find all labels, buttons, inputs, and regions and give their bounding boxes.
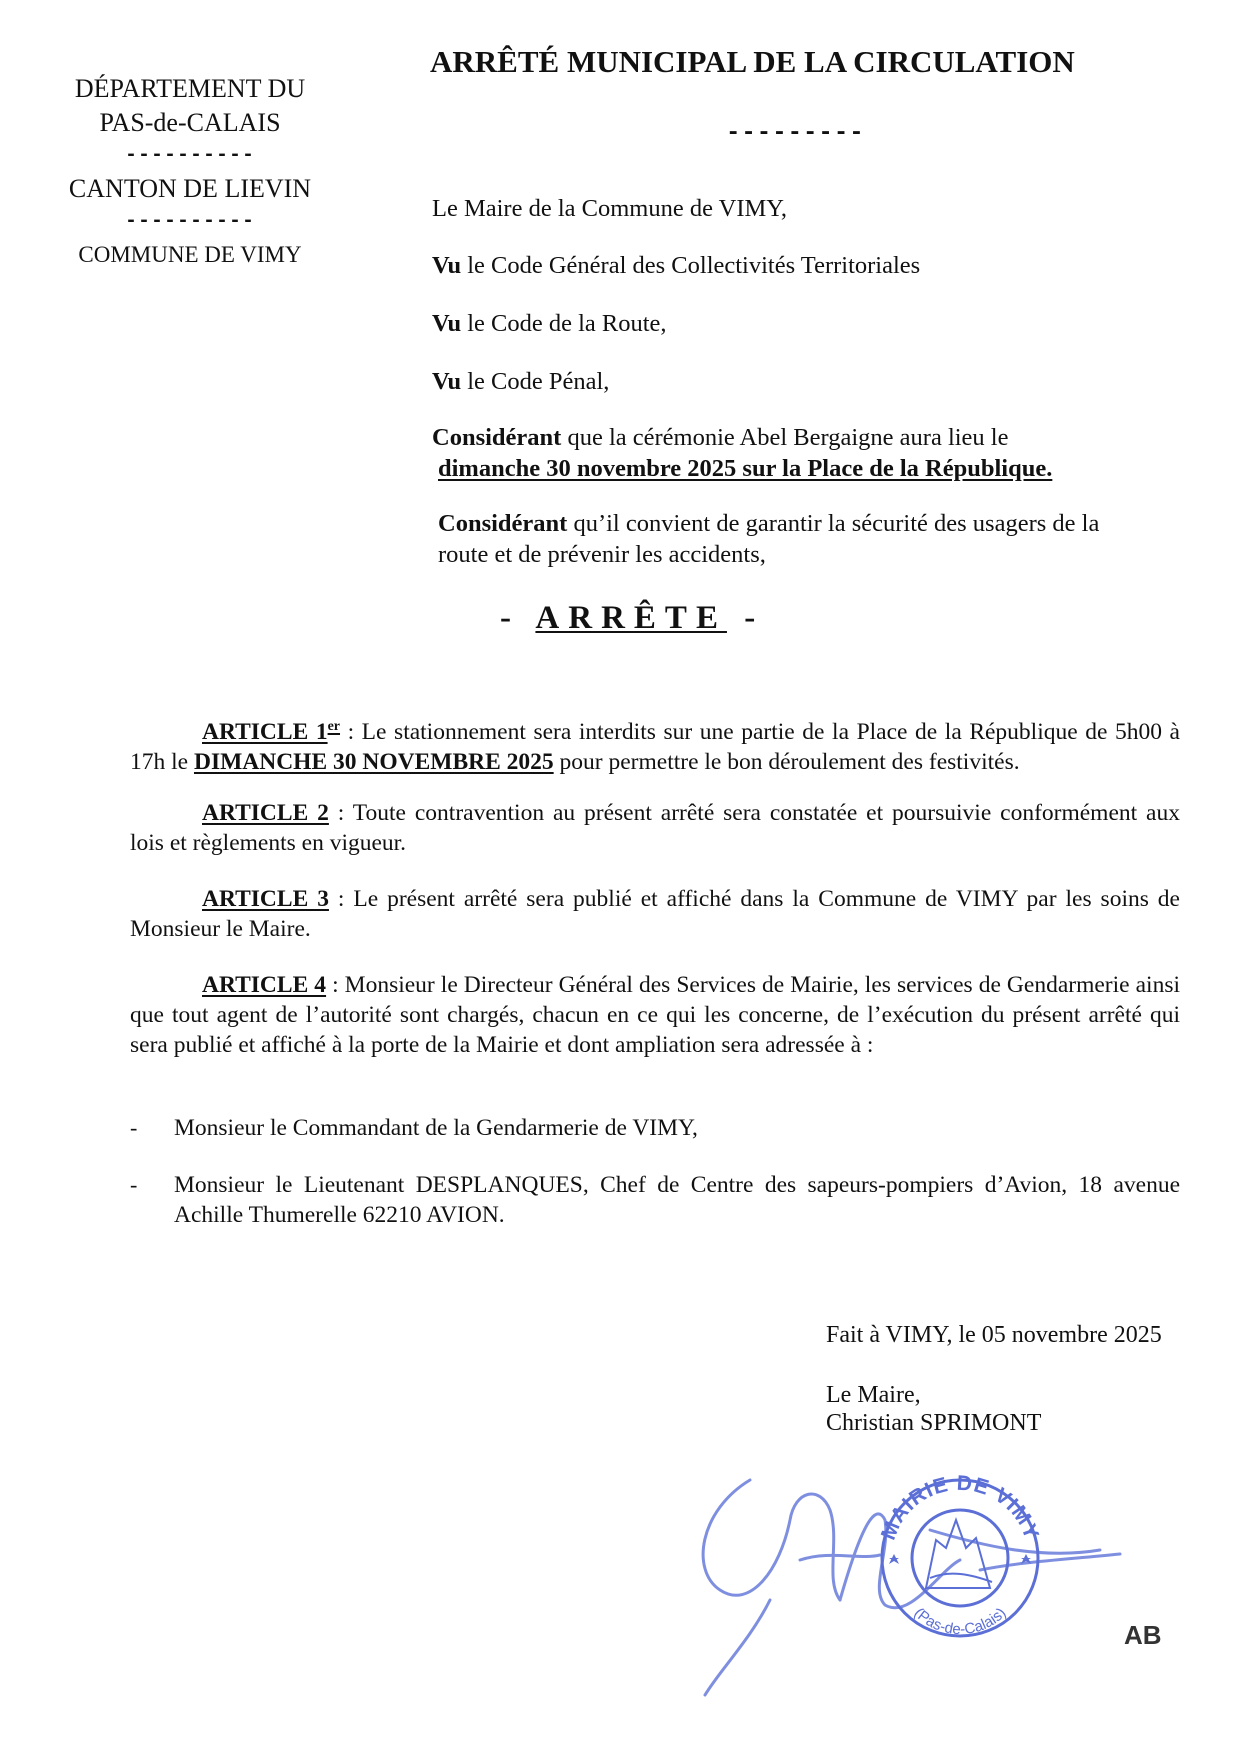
article-2 [130, 798, 1180, 858]
signature-and-stamp [680, 1450, 1160, 1710]
article-text: : Monsieur le Directeur Général des Services de Mairie, les services de Gendarmerie ainsi que tout agent de l’autorité sont chargés, chacun en ce qui les concerne, de l’exécution du présent arrêté qui sera publié et affiché à la porte de la Mairie et dont ampliation sera adressée à : [130, 972, 1180, 1058]
article-emph: DIMANCHE 30 NOVEMBRE 2025 [193, 748, 554, 775]
stamp-bottom-text [911, 1605, 1010, 1639]
place-date: Fait à VIMY, le 05 novembre 2025 [826, 1322, 1162, 1348]
vu-line-3 [432, 366, 609, 397]
title-separator: --------- [726, 120, 865, 147]
recipient-text: Monsieur le Lieutenant DESPLANQUES, Chef de Centre des sapeurs-pompiers d’Avion, 18 avenue Achille Thumerelle 62210 AVION. [174, 1172, 1180, 1228]
initials: AB [1124, 1620, 1162, 1650]
vu-word: Vu [432, 252, 462, 279]
article-3 [130, 884, 1180, 944]
article-label: ARTICLE 2 [202, 800, 329, 826]
vu-text: le Code de la Route, [461, 310, 667, 337]
considerant-word: Considérant [438, 510, 568, 537]
considerant-1 [432, 422, 1009, 453]
arrete-prefix: - [500, 600, 536, 636]
considerant-text-2: route et de prévenir les accidents, [438, 541, 766, 568]
header-left [30, 72, 350, 272]
article-text: : Toute contravention au présent arrêté sera constatée et poursuivie conformément aux lois et règlements en vigueur. [130, 800, 1180, 856]
considerant-1-date: dimanche 30 novembre 2025 sur la Place de la République. [438, 455, 1053, 482]
stamp-top-textpath: MAIRIE DE VIMY [876, 1471, 1044, 1544]
vu-word: Vu [432, 310, 462, 337]
canton: CANTON DE LIEVIN [68, 174, 312, 203]
recipient-1 [130, 1113, 1180, 1143]
vu-text: le Code Général des Collectivités Territoriales [461, 252, 921, 279]
considerant-text: qu’il convient de garantir la sécurité des usagers de la [567, 510, 1100, 537]
department-line2: PAS-de-CALAIS [99, 108, 281, 137]
considerant-2 [438, 508, 1178, 570]
arrete-suffix: - [726, 600, 765, 636]
vu-line-2 [432, 308, 667, 339]
article-text: pour permettre le bon déroulement des festivités. [553, 748, 1020, 775]
considerant-text: que la cérémonie Abel Bergaigne aura lieu le [561, 424, 1009, 451]
signature-role: Le Maire, [826, 1382, 921, 1408]
article-label: ARTICLE 3 [202, 886, 329, 912]
article-text: : Le présent arrêté sera publié et affiché dans la Commune de VIMY par les soins de Monsieur le Maire. [130, 886, 1180, 942]
article-4 [130, 970, 1180, 1060]
considerant-word: Considérant [432, 424, 562, 451]
separator: ---------- [124, 210, 256, 233]
arrete-heading [500, 600, 764, 637]
stamp-bottom-textpath: (Pas-de-Calais) [910, 1604, 1010, 1639]
list-dash: - [130, 1172, 138, 1197]
commune: COMMUNE DE VIMY [78, 242, 302, 267]
article-label-sup: er [327, 719, 341, 734]
recipient-2 [130, 1170, 1180, 1230]
article-1 [130, 712, 1180, 777]
signature-name: Christian SPRIMONT [826, 1410, 1042, 1436]
maire-line: Le Maire de la Commune de VIMY, [432, 195, 787, 222]
department-line1: DÉPARTEMENT DU [74, 74, 306, 103]
vu-line-1 [432, 250, 920, 281]
page-title: ARRÊTÉ MUNICIPAL DE LA CIRCULATION [430, 44, 1075, 79]
recipient-text: Monsieur le Commandant de la Gendarmerie de VIMY, [174, 1115, 698, 1141]
separator: ---------- [124, 144, 256, 167]
vu-text: le Code Pénal, [461, 368, 610, 395]
arrete-word: ARRÊTE [535, 600, 727, 636]
article-label: ARTICLE 1 [202, 718, 328, 745]
article-text: : Le stationnement sera interdits sur une partie de la Place de la République de 5h00 à 17h le [130, 718, 1180, 775]
article-label: ARTICLE 4 [202, 972, 327, 998]
list-dash: - [130, 1115, 138, 1140]
vu-word: Vu [432, 368, 462, 395]
